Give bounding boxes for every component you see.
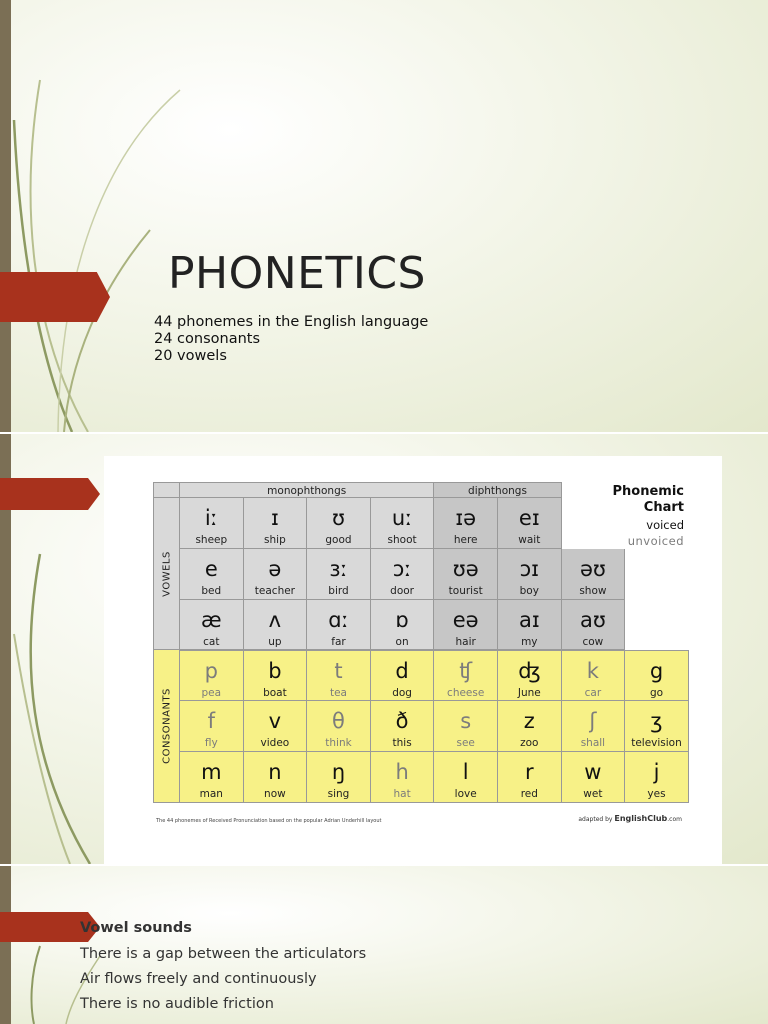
phoneme-symbol: ʒ	[650, 709, 663, 734]
example-word: television	[631, 737, 682, 750]
line-vowels: 20 vowels	[154, 348, 227, 364]
phoneme-symbol: aɪ	[518, 607, 540, 632]
consonant-cell	[371, 701, 435, 752]
example-word: sing	[327, 788, 350, 800]
bullet-gap: There is a gap between the articulators	[80, 946, 367, 962]
consonant-cell	[498, 752, 562, 803]
red-tab	[0, 478, 100, 510]
consonant-cell	[625, 650, 689, 701]
phoneme-symbol: iː	[204, 506, 218, 530]
consonant-cell	[562, 701, 626, 752]
phoneme-symbol: l	[462, 760, 469, 784]
example-word: see	[456, 737, 475, 750]
vowel-cell	[562, 600, 626, 651]
phoneme-symbol: eə	[452, 607, 479, 632]
consonants-label	[153, 650, 180, 802]
example-word: wait	[518, 534, 541, 546]
vowel-cell	[371, 549, 435, 600]
phoneme-symbol: ʤ	[518, 659, 541, 684]
consonant-cell	[244, 650, 308, 701]
vowel-cell	[434, 600, 498, 651]
example-word: go	[649, 687, 664, 700]
phoneme-symbol: e	[204, 556, 218, 581]
phoneme-symbol: k	[586, 659, 599, 684]
example-word: boy	[519, 584, 539, 597]
vowels-label	[153, 498, 180, 650]
consonant-cell	[180, 701, 244, 752]
credit-prefix: adapted by	[578, 816, 613, 823]
example-word: on	[395, 635, 409, 648]
phoneme-symbol: ʃ	[589, 709, 597, 734]
example-word: red	[520, 788, 538, 800]
section-heading: Vowel sounds	[80, 920, 192, 936]
header-diphthongs: diphthongs	[434, 482, 561, 498]
vowel-cell	[434, 549, 498, 600]
example-word: wet	[583, 788, 603, 800]
phoneme-symbol: h	[395, 760, 409, 784]
example-word: bed	[201, 584, 222, 597]
phoneme-symbol: f	[207, 709, 215, 734]
example-word: tea	[329, 687, 347, 700]
legend-unvoiced: unvoiced	[627, 534, 684, 548]
chart-corner	[153, 482, 180, 498]
consonant-cell	[434, 752, 498, 803]
example-word: shoot	[387, 534, 417, 546]
phoneme-symbol: ɪ	[270, 506, 279, 530]
phoneme-symbol: ʌ	[268, 607, 282, 632]
legend-title-line1: Phonemic	[612, 484, 684, 499]
phoneme-symbol: ɔɪ	[519, 556, 539, 581]
slide-1	[0, 0, 768, 432]
header-monophthongs: monophthongs	[180, 482, 434, 498]
slide-2	[0, 434, 768, 864]
line-consonants: 24 consonants	[154, 331, 261, 347]
example-word: hair	[455, 635, 476, 648]
phoneme-symbol: æ	[200, 607, 222, 632]
example-word: June	[517, 687, 541, 700]
example-word: hat	[393, 788, 411, 800]
example-word: love	[454, 788, 477, 800]
example-word: now	[264, 788, 286, 800]
example-word: shall	[580, 737, 606, 750]
phoneme-symbol: r	[524, 760, 534, 784]
example-word: boat	[263, 687, 287, 700]
vowel-cell	[180, 549, 244, 600]
vowels-label-text: VOWELS	[161, 550, 172, 597]
vowel-cell	[244, 600, 308, 651]
example-word: think	[325, 737, 352, 750]
consonant-cell	[498, 650, 562, 701]
left-bar	[0, 0, 11, 432]
example-word: door	[390, 584, 415, 597]
chart-footnote: The 44 phonemes of Received Pronunciation based on the popular Adrian Underhill layout	[156, 818, 382, 824]
phoneme-symbol: uː	[391, 506, 413, 530]
example-word: pea	[201, 687, 222, 700]
subtitle-lines	[154, 314, 428, 365]
phoneme-symbol: v	[268, 709, 282, 734]
example-word: zoo	[520, 737, 539, 750]
phoneme-symbol: s	[460, 709, 472, 734]
phonemic-chart	[104, 456, 722, 864]
example-word: dog	[392, 687, 412, 700]
phoneme-symbol: t	[334, 659, 343, 684]
example-word: video	[260, 737, 290, 750]
consonant-cell	[625, 752, 689, 803]
example-word: my	[521, 635, 538, 648]
example-word: teacher	[254, 584, 295, 597]
slide-3	[0, 866, 768, 1024]
consonant-cell	[498, 701, 562, 752]
phoneme-symbol: ŋ	[331, 760, 346, 784]
phoneme-symbol: eɪ	[518, 506, 540, 530]
phoneme-symbol: g	[649, 659, 664, 684]
consonant-cell	[562, 752, 626, 803]
phoneme-symbol: ɪə	[455, 506, 477, 530]
vowel-cell	[371, 600, 435, 651]
phoneme-symbol: n	[268, 760, 282, 784]
bullet-friction: There is no audible friction	[80, 996, 274, 1012]
vowel-cell	[307, 600, 371, 651]
vowel-cell	[307, 549, 371, 600]
example-word: cat	[203, 635, 220, 648]
consonant-cell	[180, 650, 244, 701]
phoneme-symbol: θ	[332, 709, 345, 734]
consonant-cell	[244, 752, 308, 803]
phoneme-symbol: əʊ	[579, 556, 606, 581]
consonant-cell	[307, 752, 371, 803]
example-word: cow	[582, 635, 604, 648]
consonants-label-text: CONSONANTS	[161, 688, 172, 764]
example-word: man	[199, 788, 223, 800]
legend-title-line2: Chart	[643, 500, 684, 515]
example-word: sheep	[195, 534, 228, 546]
vowel-cell	[307, 498, 371, 549]
example-word: up	[268, 635, 282, 648]
consonant-cell	[434, 650, 498, 701]
consonant-cell	[562, 650, 626, 701]
vowel-cell	[562, 549, 626, 600]
example-word: ship	[264, 534, 286, 546]
legend-title	[613, 484, 685, 516]
consonant-cell	[434, 701, 498, 752]
phoneme-symbol: p	[204, 659, 218, 684]
example-word: cheese	[447, 687, 485, 700]
example-word: this	[392, 737, 412, 750]
vowel-cell	[498, 600, 562, 651]
red-tab	[0, 272, 110, 322]
credit-suffix: .com	[667, 816, 682, 823]
vowel-cell	[180, 600, 244, 651]
bullet-airflow: Air flows freely and continuously	[80, 971, 317, 987]
vowel-cell	[371, 498, 435, 549]
vowel-cell	[244, 549, 308, 600]
phoneme-symbol: d	[395, 659, 409, 684]
example-word: car	[584, 687, 602, 700]
chart-credit	[578, 814, 682, 823]
left-bar	[0, 866, 11, 1024]
example-word: good	[325, 534, 352, 546]
vowel-cell	[498, 498, 562, 549]
consonant-cell	[307, 701, 371, 752]
consonant-cell	[371, 650, 435, 701]
phoneme-symbol: ð	[395, 709, 409, 734]
example-word: bird	[328, 584, 349, 597]
consonant-cell	[180, 752, 244, 803]
phoneme-symbol: ʧ	[459, 659, 473, 684]
consonant-cell	[371, 752, 435, 803]
vowel-cell	[498, 549, 562, 600]
example-word: far	[331, 635, 346, 648]
phoneme-symbol: ʊə	[452, 556, 479, 581]
swoosh-decoration	[0, 0, 200, 432]
line-phonemes: 44 phonemes in the English language	[154, 314, 429, 330]
example-word: show	[579, 584, 607, 597]
vowel-cell	[244, 498, 308, 549]
example-word: tourist	[448, 584, 483, 597]
phoneme-symbol: w	[584, 760, 602, 784]
example-word: yes	[647, 788, 666, 800]
page-title: PHONETICS	[168, 248, 426, 299]
phoneme-symbol: aʊ	[579, 607, 606, 632]
phoneme-symbol: z	[523, 709, 535, 734]
phoneme-symbol: ɜː	[329, 556, 348, 581]
example-word: here	[453, 534, 478, 546]
example-word: fly	[204, 737, 218, 750]
vowel-cell	[180, 498, 244, 549]
phoneme-symbol: ɒ	[395, 607, 409, 632]
credit-brand: EnglishClub	[614, 814, 668, 823]
consonant-cell	[625, 701, 689, 752]
phoneme-symbol: m	[201, 760, 222, 784]
phoneme-symbol: j	[653, 760, 660, 784]
phoneme-symbol: b	[268, 659, 282, 684]
phoneme-symbol: ɑː	[328, 607, 349, 632]
consonant-cell	[244, 701, 308, 752]
phoneme-symbol: ʊ	[331, 506, 345, 530]
phoneme-symbol: ɔː	[392, 556, 412, 581]
vowel-cell	[434, 498, 498, 549]
phoneme-symbol: ə	[268, 556, 282, 581]
legend-voiced: voiced	[646, 518, 684, 532]
consonant-cell	[307, 650, 371, 701]
